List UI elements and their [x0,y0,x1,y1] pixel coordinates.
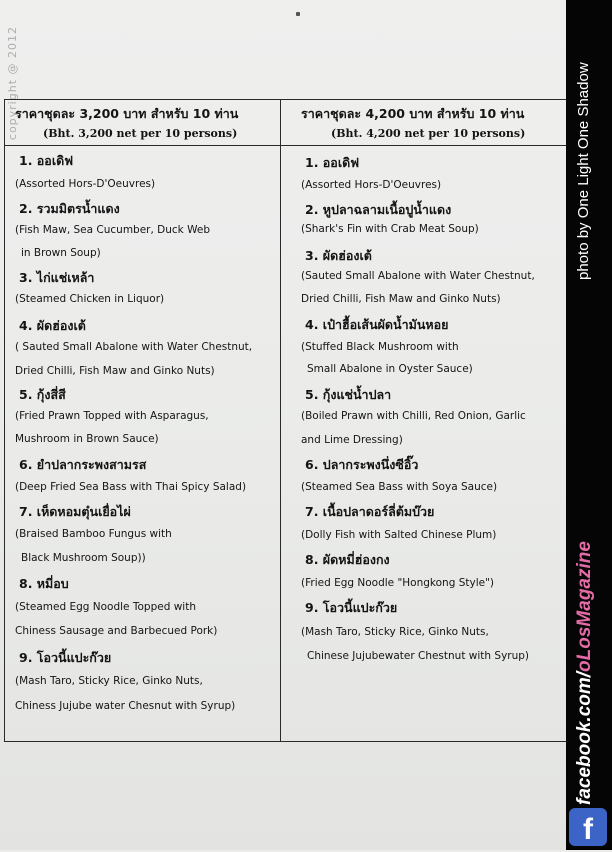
dish-description: (Shark's Fin with Crab Meat Soup) [301,223,479,235]
dish-description: (Mash Taro, Sticky Rice, Ginko Nuts, [15,675,203,687]
dish-description: (Assorted Hors-D'Oeuvres) [15,178,156,190]
dish-name: 2. รวมมิตรน้ำแดง [19,201,120,216]
dish-description: (Boiled Prawn with Chilli, Red Onion, Garlic [301,410,526,422]
dish-description: (Steamed Sea Bass with Soya Sauce) [301,481,498,493]
price-subtitle: (Bht. 4,200 net per 10 persons) [331,127,526,140]
dish-description: Small Abalone in Oyster Sauce) [307,363,473,375]
dish-name: 7. เนื้อปลาดอร์ลี่ต้มบ๊วย [305,504,435,519]
dish-description: (Stuffed Black Mushroom with [301,341,459,353]
dish-description: (Braised Bamboo Fungus with [15,528,172,540]
dish-name: 1. ออเดิฟ [305,155,360,170]
dish-name: 7. เห็ดหอมตุ๋นเยื่อไผ่ [19,504,131,519]
dish-description: in Brown Soup) [21,247,101,259]
dish-description: (Mash Taro, Sticky Rice, Ginko Nuts, [301,626,489,638]
dish-description: (Fried Prawn Topped with Asparagus, [15,410,209,422]
column-divider [280,100,281,741]
dish-description: Dried Chilli, Fish Maw and Ginko Nuts) [301,293,501,305]
photo-credit: photo by One Light One Shadow [575,62,592,280]
dish-description: Chiness Sausage and Barbecued Pork) [15,625,218,637]
dish-description: (Steamed Chicken in Liquor) [15,293,165,305]
dish-name: 6. ยำปลากระพงสามรส [19,457,147,472]
dish-description: (Assorted Hors-D'Oeuvres) [301,179,442,191]
dish-name: 8. หมี่อบ [19,576,69,591]
menu-table [4,99,566,742]
dish-description: (Fish Maw, Sea Cucumber, Duck Web [15,224,210,236]
dish-description: (Fried Egg Noodle "Hongkong Style") [301,577,495,589]
dish-name: 8. ผัดหมี่ฮ่องกง [305,552,390,567]
dish-name: 9. โอวนี้แปะก๊วย [19,650,112,665]
facebook-url-prefix: facebook.com/ [574,671,595,805]
dish-name: 9. โอวนี้แปะก๊วย [305,600,398,615]
dish-description: Mushroom in Brown Sauce) [15,433,159,445]
facebook-link[interactable] [574,465,596,805]
dish-description: Dried Chilli, Fish Maw and Ginko Nuts) [15,365,215,377]
dish-description: Black Mushroom Soup)) [21,552,146,564]
dish-name: 2. หูปลาฉลามเนื้อปูน้ำแดง [305,202,452,217]
price-title-thai: ราคาชุดละ 3,200 บาท สำหรับ 10 ท่าน [15,106,239,121]
header-divider [5,145,566,146]
dish-name: 5. กุ้งแช่น้ำปลา [305,387,392,402]
price-title-thai: ราคาชุดละ 4,200 บาท สำหรับ 10 ท่าน [301,106,525,121]
dish-name: 3. ผัดฮ่องเต้ [305,248,372,263]
pin-mark [296,12,300,16]
dish-name: 1. ออเดิฟ [19,153,74,168]
dish-name: 3. ไก่แช่เหล้า [19,270,95,285]
dish-description: ( Sauted Small Abalone with Water Chestnut, [15,341,253,353]
dish-description: (Dolly Fish with Salted Chinese Plum) [301,529,497,541]
dish-name: 5. กุ้งสี่สี [19,387,66,402]
dish-name: 4. ผัดฮ่องเต้ [19,318,86,333]
dish-description: and Lime Dressing) [301,434,403,446]
dish-description: (Sauted Small Abalone with Water Chestnut, [301,270,535,282]
facebook-page-name: oLosMagazine [574,541,595,672]
dish-description: (Steamed Egg Noodle Topped with [15,601,196,613]
dish-description: Chinese Jujubewater Chestnut with Syrup) [307,650,530,662]
dish-name: 6. ปลากระพงนึ่งซีอิ๊ว [305,457,419,472]
price-subtitle: (Bht. 3,200 net per 10 persons) [43,127,238,140]
dish-description: Chiness Jujube water Chesnut with Syrup) [15,700,236,712]
copyright-watermark: copyright @ 2012 [6,26,19,141]
facebook-icon[interactable]: f [569,808,607,846]
dish-description: (Deep Fried Sea Bass with Thai Spicy Salad) [15,481,247,493]
dish-name: 4. เป๋าฮื้อเส้นผัดน้ำมันหอย [305,317,449,332]
